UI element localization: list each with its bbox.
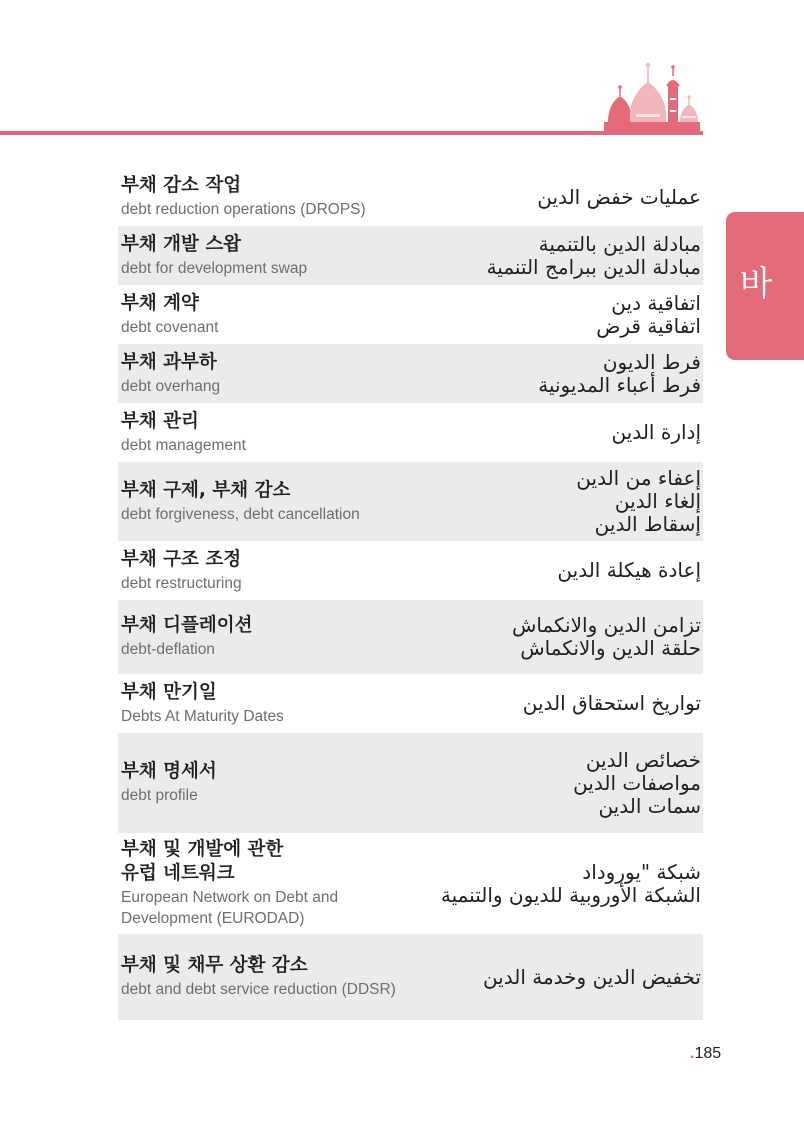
term-arabic: مبادلة الدين ببرامج التنمية [486,254,701,279]
term-arabic-block [483,966,703,989]
term-arabic: فرط الديون [602,349,701,374]
term-korean-block [118,838,418,929]
term-arabic: اتفاقية دين [611,290,701,315]
term-korean: 부채 개발 스왑 [121,233,242,255]
page-number-dot: . [690,1045,695,1062]
term-arabic: إدارة الدين [611,420,701,444]
header-rule [0,131,703,135]
term-arabic: مواصفات الدين [573,770,701,795]
glossary-row [118,833,703,934]
glossary-row [118,674,703,733]
term-arabic: عمليات خفض الدين [537,184,701,209]
term-arabic-block [441,861,703,907]
term-korean-block [118,954,418,1000]
glossary-row [118,403,703,462]
term-english: debt management [121,436,246,454]
term-arabic: اتفاقية قرض [596,313,701,338]
term-korean-block [118,174,418,220]
term-arabic: خصائص الدين [585,747,701,772]
term-arabic-block [487,233,703,279]
term-arabic-block [612,421,703,444]
term-english: debt-deflation [121,641,215,658]
term-arabic: سمات الدين [598,793,701,818]
term-arabic: إعفاء من الدين [576,466,701,490]
term-arabic-block [538,351,703,397]
glossary-row [118,934,703,1020]
glossary-row [118,168,703,226]
term-korean: 부채 감소 작업 [121,175,242,196]
term-arabic-block [523,692,703,715]
term-arabic: شبكة "يوروداد [582,859,701,884]
term-english: European Network on Debt and Development (EURODAD) [121,889,339,927]
term-korean: 부채 계약 [121,292,199,314]
glossary-row [118,600,703,674]
term-korean-block [118,351,418,397]
term-arabic-block [537,186,703,209]
term-arabic: تزامن الدين والانكماش [511,613,701,637]
term-arabic: تخفيض الدين وخدمة الدين [482,964,701,989]
glossary-row [118,541,703,600]
term-arabic: الشبكة الأوروبية للديون والتنمية [440,882,701,907]
term-korean: 부채 구제, 부채 감소 [121,479,291,501]
term-korean: 부채 구조 조정 [121,548,242,570]
term-arabic: حلقة الدين والانكماش [520,636,701,660]
term-korean: 부채 디플레이션 [121,615,253,636]
term-english: debt restructuring [121,574,242,592]
page-number [690,1045,721,1063]
term-arabic: إلغاء الدين [614,489,701,513]
term-arabic: إسقاط الدين [594,512,701,536]
glossary-row [118,733,703,833]
term-arabic: تواريخ استحقاق الدين [522,691,701,715]
term-korean-block [118,479,418,525]
term-korean: 부채 관리 [121,410,199,432]
term-korean: 부채 명세서 [121,761,217,782]
term-english: debt covenant [121,318,219,336]
term-arabic-block [512,614,703,660]
term-arabic-block [573,749,703,818]
term-english: Debts At Maturity Dates [121,707,284,725]
term-korean-block [118,292,418,338]
term-korean-block [118,410,418,456]
term-arabic-block [576,467,703,536]
term-korean-block [118,614,418,660]
term-arabic-block [557,559,703,582]
term-english: debt and debt service reduction (DDSR) [121,981,396,998]
term-korean: 부채 및 채무 상환 감소 [121,955,308,976]
term-arabic: فرط أعباء المديونية [538,372,701,397]
glossary-row [118,226,703,285]
term-korean: 부채 및 개발에 관한 유럽 네트워크 [121,839,284,884]
section-tab-label: 바 [739,264,773,304]
glossary-row [118,285,703,344]
glossary-row [118,462,703,541]
term-korean: 부채 과부하 [121,351,217,373]
term-korean-block [118,233,418,279]
section-tab [726,212,804,360]
term-english: debt reduction operations (DROPS) [121,201,366,218]
term-english: debt forgiveness, debt cancellation [121,505,360,523]
page-number-value: 185 [694,1045,722,1062]
mosque-icon [600,58,704,134]
term-korean-block [118,681,418,727]
term-korean-block [118,760,418,806]
glossary-row [118,344,703,403]
term-english: debt profile [121,787,198,804]
term-korean-block [118,548,418,594]
term-english: debt for development swap [121,259,308,277]
glossary-table [118,168,703,1020]
term-arabic: مبادلة الدين بالتنمية [538,231,701,256]
term-korean: 부채 만기일 [121,681,217,703]
term-english: debt overhang [121,377,221,395]
term-arabic: إعادة هيكلة الدين [557,558,701,582]
term-arabic-block [596,292,703,338]
